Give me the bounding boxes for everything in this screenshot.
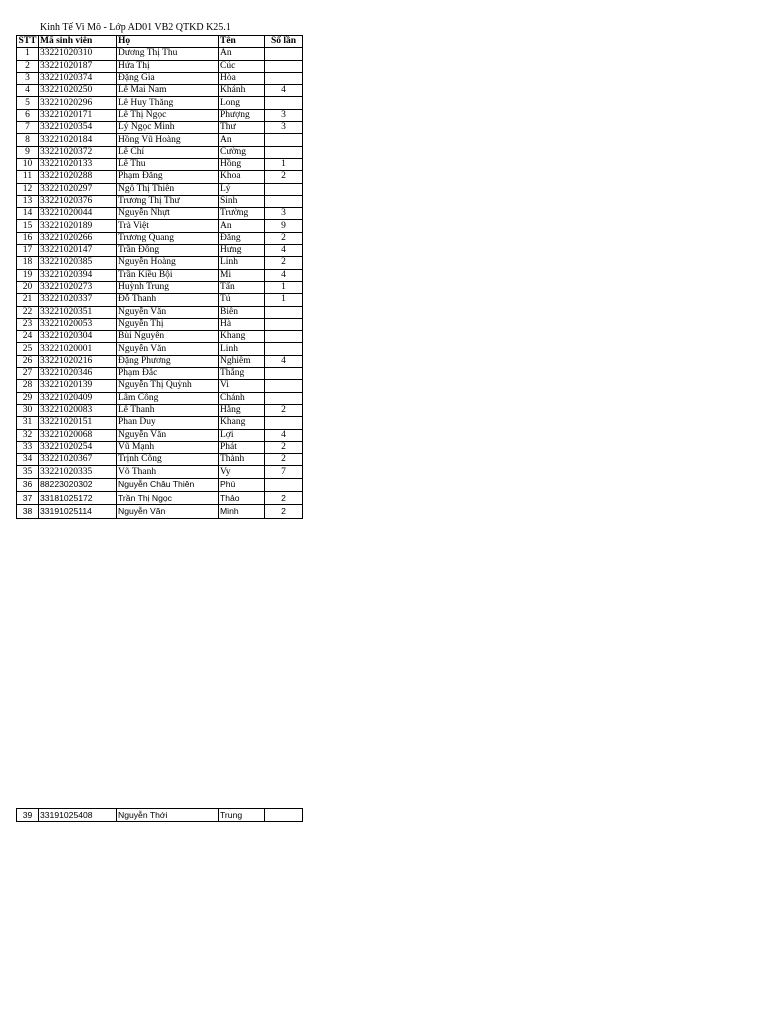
cell-count: 4 xyxy=(265,269,303,281)
cell-count xyxy=(265,331,303,343)
cell-count xyxy=(265,809,303,822)
table-row xyxy=(17,454,303,466)
cell-stt: 29 xyxy=(17,392,39,404)
page-title: Kinh Tế Vi Mô - Lớp AD01 VB2 QTKD K25.1 xyxy=(40,22,231,33)
cell-first-name: Minh xyxy=(219,505,265,518)
cell-first-name: Biên xyxy=(219,306,265,318)
cell-last-name: Nguyễn Hoàng xyxy=(117,257,219,269)
table-row xyxy=(17,134,303,146)
table-row xyxy=(17,355,303,367)
cell-count xyxy=(265,134,303,146)
cell-first-name: Cường xyxy=(219,146,265,158)
cell-last-name: Trần Thị Ngọc xyxy=(117,492,219,505)
cell-student-id: 33221020044 xyxy=(39,208,117,220)
cell-student-id: 33221020288 xyxy=(39,171,117,183)
cell-student-id: 33221020304 xyxy=(39,331,117,343)
cell-count xyxy=(265,318,303,330)
table-row xyxy=(17,306,303,318)
cell-first-name: Phát xyxy=(219,441,265,453)
cell-student-id: 33221020335 xyxy=(39,466,117,478)
cell-first-name: Vi xyxy=(219,380,265,392)
cell-student-id: 33221020254 xyxy=(39,441,117,453)
cell-stt: 10 xyxy=(17,158,39,170)
cell-first-name: Thành xyxy=(219,454,265,466)
cell-stt: 14 xyxy=(17,208,39,220)
cell-count xyxy=(265,392,303,404)
cell-student-id: 33221020189 xyxy=(39,220,117,232)
cell-last-name: Trương Thị Thư xyxy=(117,195,219,207)
cell-count: 2 xyxy=(265,505,303,518)
cell-first-name: Tấn xyxy=(219,281,265,293)
table-row xyxy=(17,429,303,441)
cell-last-name: Ngô Thị Thiên xyxy=(117,183,219,195)
cell-first-name: Hưng xyxy=(219,245,265,257)
cell-last-name: Nguyễn Thị Quỳnh xyxy=(117,380,219,392)
cell-count xyxy=(265,306,303,318)
cell-last-name: Hồng Vũ Hoàng xyxy=(117,134,219,146)
cell-count: 3 xyxy=(265,122,303,134)
table-row xyxy=(17,417,303,429)
cell-first-name: Phú xyxy=(219,478,265,491)
cell-count xyxy=(265,380,303,392)
cell-last-name: Đặng Phương xyxy=(117,355,219,367)
table-row xyxy=(17,368,303,380)
cell-student-id: 33221020151 xyxy=(39,417,117,429)
table-row xyxy=(17,195,303,207)
cell-first-name: Mi xyxy=(219,269,265,281)
table-row xyxy=(17,232,303,244)
cell-last-name: Phạm Đăng xyxy=(117,171,219,183)
cell-stt: 33 xyxy=(17,441,39,453)
cell-student-id: 33221020394 xyxy=(39,269,117,281)
table-row xyxy=(17,269,303,281)
cell-last-name: Nguyễn Văn xyxy=(117,343,219,355)
cell-student-id: 33221020147 xyxy=(39,245,117,257)
cell-stt: 5 xyxy=(17,97,39,109)
cell-stt: 18 xyxy=(17,257,39,269)
cell-student-id: 33221020376 xyxy=(39,195,117,207)
cell-student-id: 33221020187 xyxy=(39,60,117,72)
cell-last-name: Lê Thanh xyxy=(117,404,219,416)
cell-count: 1 xyxy=(265,294,303,306)
cell-first-name: Nghiêm xyxy=(219,355,265,367)
cell-first-name: Long xyxy=(219,97,265,109)
cell-stt: 39 xyxy=(17,809,39,822)
cell-first-name: Trung xyxy=(219,809,265,822)
table-row xyxy=(17,72,303,84)
cell-last-name: Bùi Nguyên xyxy=(117,331,219,343)
table-row xyxy=(17,183,303,195)
cell-stt: 19 xyxy=(17,269,39,281)
cell-last-name: Nguyễn Thới xyxy=(117,809,219,822)
cell-first-name: Khánh xyxy=(219,85,265,97)
cell-last-name: Phan Duy xyxy=(117,417,219,429)
header-student-id: Mã sinh viên xyxy=(39,36,117,48)
header-first-name: Tên xyxy=(219,36,265,48)
cell-stt: 6 xyxy=(17,109,39,121)
cell-stt: 35 xyxy=(17,466,39,478)
cell-last-name: Nguyễn Văn xyxy=(117,429,219,441)
cell-student-id: 33221020310 xyxy=(39,48,117,60)
table-row xyxy=(17,294,303,306)
roster-body-extra xyxy=(17,809,303,822)
cell-count: 2 xyxy=(265,171,303,183)
cell-first-name: An xyxy=(219,220,265,232)
cell-count: 2 xyxy=(265,492,303,505)
table-row xyxy=(17,245,303,257)
cell-count xyxy=(265,195,303,207)
table-row xyxy=(17,158,303,170)
cell-student-id: 88223020302 xyxy=(39,478,117,491)
cell-stt: 38 xyxy=(17,505,39,518)
table-row xyxy=(17,505,303,518)
cell-first-name: Hồng xyxy=(219,158,265,170)
cell-student-id: 33191025114 xyxy=(39,505,117,518)
cell-last-name: Lê Thu xyxy=(117,158,219,170)
cell-student-id: 33191025408 xyxy=(39,809,117,822)
table-row xyxy=(17,171,303,183)
cell-stt: 16 xyxy=(17,232,39,244)
cell-student-id: 33181025172 xyxy=(39,492,117,505)
cell-student-id: 33221020385 xyxy=(39,257,117,269)
cell-last-name: Trần Kiều Bội xyxy=(117,269,219,281)
cell-last-name: Đỗ Thanh xyxy=(117,294,219,306)
cell-student-id: 33221020337 xyxy=(39,294,117,306)
cell-student-id: 33221020367 xyxy=(39,454,117,466)
cell-stt: 17 xyxy=(17,245,39,257)
cell-count xyxy=(265,368,303,380)
cell-count xyxy=(265,343,303,355)
cell-stt: 32 xyxy=(17,429,39,441)
cell-student-id: 33221020083 xyxy=(39,404,117,416)
table-row xyxy=(17,466,303,478)
table-row xyxy=(17,492,303,505)
cell-student-id: 33221020372 xyxy=(39,146,117,158)
cell-first-name: Sinh xyxy=(219,195,265,207)
cell-student-id: 33221020184 xyxy=(39,134,117,146)
table-row xyxy=(17,122,303,134)
cell-first-name: Đăng xyxy=(219,232,265,244)
cell-count: 3 xyxy=(265,208,303,220)
table-row xyxy=(17,48,303,60)
cell-first-name: Linh xyxy=(219,343,265,355)
cell-first-name: Chánh xyxy=(219,392,265,404)
cell-count: 4 xyxy=(265,355,303,367)
table-row xyxy=(17,85,303,97)
cell-first-name: Khoa xyxy=(219,171,265,183)
cell-stt: 28 xyxy=(17,380,39,392)
cell-last-name: Nguyễn Văn xyxy=(117,505,219,518)
cell-count: 1 xyxy=(265,158,303,170)
cell-last-name: Lê Chí xyxy=(117,146,219,158)
cell-count: 2 xyxy=(265,454,303,466)
cell-last-name: Võ Thanh xyxy=(117,466,219,478)
cell-last-name: Nguyễn Thị xyxy=(117,318,219,330)
cell-count: 7 xyxy=(265,466,303,478)
header-count: Số lần xyxy=(265,36,303,48)
cell-count: 4 xyxy=(265,429,303,441)
student-roster-table xyxy=(16,35,303,519)
table-row xyxy=(17,60,303,72)
cell-stt: 34 xyxy=(17,454,39,466)
cell-stt: 1 xyxy=(17,48,39,60)
cell-last-name: Nguyễn Châu Thiên xyxy=(117,478,219,491)
cell-student-id: 33221020171 xyxy=(39,109,117,121)
cell-count: 4 xyxy=(265,85,303,97)
cell-first-name: Tú xyxy=(219,294,265,306)
cell-stt: 13 xyxy=(17,195,39,207)
cell-stt: 30 xyxy=(17,404,39,416)
cell-last-name: Phạm Đắc xyxy=(117,368,219,380)
cell-last-name: Trịnh Công xyxy=(117,454,219,466)
cell-stt: 20 xyxy=(17,281,39,293)
cell-first-name: Khang xyxy=(219,417,265,429)
table-row xyxy=(17,97,303,109)
table-row xyxy=(17,809,303,822)
cell-last-name: Trần Đông xyxy=(117,245,219,257)
cell-last-name: Lý Ngọc Minh xyxy=(117,122,219,134)
cell-first-name: Hằng xyxy=(219,404,265,416)
table-row xyxy=(17,318,303,330)
cell-first-name: Thư xyxy=(219,122,265,134)
cell-stt: 12 xyxy=(17,183,39,195)
cell-count: 2 xyxy=(265,441,303,453)
cell-count xyxy=(265,183,303,195)
cell-first-name: Vy xyxy=(219,466,265,478)
cell-student-id: 33221020346 xyxy=(39,368,117,380)
cell-first-name: Trường xyxy=(219,208,265,220)
cell-first-name: An xyxy=(219,134,265,146)
table-row xyxy=(17,441,303,453)
cell-student-id: 33221020216 xyxy=(39,355,117,367)
cell-first-name: Linh xyxy=(219,257,265,269)
cell-student-id: 33221020250 xyxy=(39,85,117,97)
cell-last-name: Đặng Gia xyxy=(117,72,219,84)
table-row xyxy=(17,208,303,220)
cell-count: 9 xyxy=(265,220,303,232)
cell-last-name: Trương Quang xyxy=(117,232,219,244)
cell-student-id: 33221020354 xyxy=(39,122,117,134)
cell-stt: 36 xyxy=(17,478,39,491)
cell-stt: 7 xyxy=(17,122,39,134)
cell-student-id: 33221020266 xyxy=(39,232,117,244)
cell-count xyxy=(265,60,303,72)
cell-first-name: Thắng xyxy=(219,368,265,380)
cell-last-name: Vũ Mạnh xyxy=(117,441,219,453)
cell-count: 2 xyxy=(265,232,303,244)
cell-last-name: Trà Việt xyxy=(117,220,219,232)
cell-stt: 2 xyxy=(17,60,39,72)
cell-count xyxy=(265,48,303,60)
cell-student-id: 33221020374 xyxy=(39,72,117,84)
table-row xyxy=(17,220,303,232)
cell-stt: 24 xyxy=(17,331,39,343)
table-row xyxy=(17,343,303,355)
header-last-name: Họ xyxy=(117,36,219,48)
cell-first-name: Khang xyxy=(219,331,265,343)
cell-student-id: 33221020409 xyxy=(39,392,117,404)
cell-stt: 31 xyxy=(17,417,39,429)
header-stt: STT xyxy=(17,36,39,48)
cell-stt: 26 xyxy=(17,355,39,367)
cell-last-name: Lê Huy Thăng xyxy=(117,97,219,109)
cell-stt: 15 xyxy=(17,220,39,232)
table-row xyxy=(17,109,303,121)
cell-last-name: Lê Thị Ngọc xyxy=(117,109,219,121)
cell-student-id: 33221020133 xyxy=(39,158,117,170)
cell-last-name: Nguyễn Nhựt xyxy=(117,208,219,220)
cell-last-name: Nguyễn Văn xyxy=(117,306,219,318)
table-row xyxy=(17,281,303,293)
cell-stt: 21 xyxy=(17,294,39,306)
cell-stt: 9 xyxy=(17,146,39,158)
cell-first-name: Cúc xyxy=(219,60,265,72)
cell-stt: 23 xyxy=(17,318,39,330)
cell-last-name: Lâm Công xyxy=(117,392,219,404)
table-header-row xyxy=(17,36,303,48)
cell-count xyxy=(265,478,303,491)
cell-first-name: Hà xyxy=(219,318,265,330)
cell-count xyxy=(265,146,303,158)
cell-stt: 4 xyxy=(17,85,39,97)
cell-count: 4 xyxy=(265,245,303,257)
cell-last-name: Huỳnh Trung xyxy=(117,281,219,293)
cell-student-id: 33221020296 xyxy=(39,97,117,109)
cell-count: 2 xyxy=(265,257,303,269)
cell-first-name: Lý xyxy=(219,183,265,195)
cell-student-id: 33221020053 xyxy=(39,318,117,330)
cell-first-name: Thảo xyxy=(219,492,265,505)
cell-stt: 8 xyxy=(17,134,39,146)
cell-count xyxy=(265,72,303,84)
table-row xyxy=(17,478,303,491)
cell-student-id: 33221020139 xyxy=(39,380,117,392)
cell-count: 3 xyxy=(265,109,303,121)
cell-count: 1 xyxy=(265,281,303,293)
cell-stt: 27 xyxy=(17,368,39,380)
table-row xyxy=(17,146,303,158)
cell-last-name: Lê Mai Nam xyxy=(117,85,219,97)
cell-student-id: 33221020273 xyxy=(39,281,117,293)
roster-body xyxy=(17,48,303,519)
cell-student-id: 33221020297 xyxy=(39,183,117,195)
cell-stt: 37 xyxy=(17,492,39,505)
table-row xyxy=(17,257,303,269)
cell-student-id: 33221020068 xyxy=(39,429,117,441)
cell-student-id: 33221020001 xyxy=(39,343,117,355)
table-row xyxy=(17,404,303,416)
cell-first-name: Lợi xyxy=(219,429,265,441)
table-row xyxy=(17,392,303,404)
table-row xyxy=(17,380,303,392)
cell-stt: 22 xyxy=(17,306,39,318)
cell-stt: 25 xyxy=(17,343,39,355)
student-roster-table-extra xyxy=(16,808,303,822)
cell-count: 2 xyxy=(265,404,303,416)
cell-stt: 3 xyxy=(17,72,39,84)
cell-last-name: Dương Thị Thu xyxy=(117,48,219,60)
cell-count xyxy=(265,417,303,429)
cell-student-id: 33221020351 xyxy=(39,306,117,318)
cell-last-name: Hứa Thị xyxy=(117,60,219,72)
cell-first-name: Hòa xyxy=(219,72,265,84)
table-row xyxy=(17,331,303,343)
cell-count xyxy=(265,97,303,109)
cell-stt: 11 xyxy=(17,171,39,183)
cell-first-name: Phượng xyxy=(219,109,265,121)
cell-first-name: An xyxy=(219,48,265,60)
